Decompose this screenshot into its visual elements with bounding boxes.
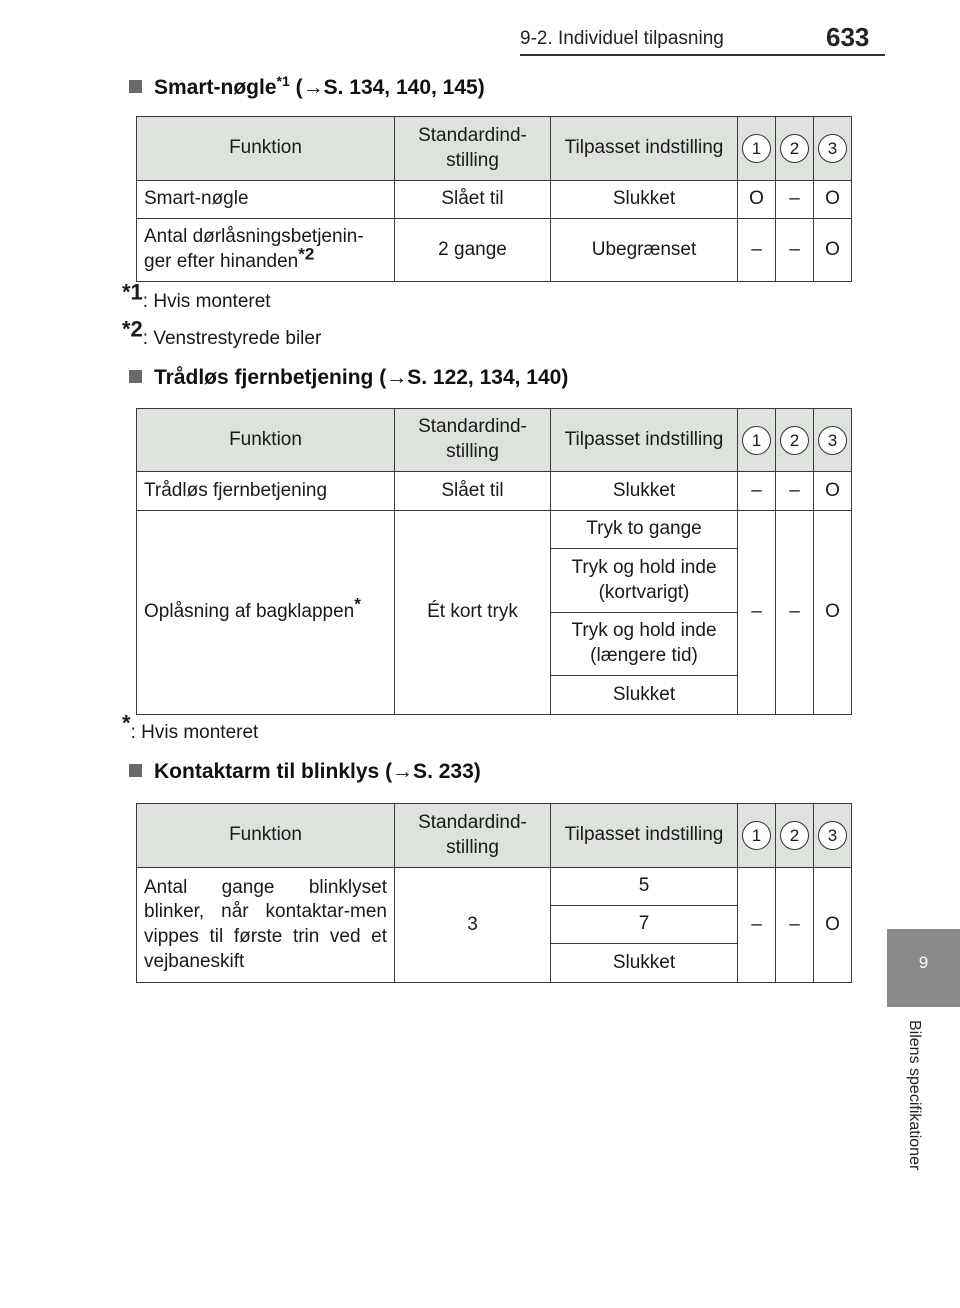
- col-header-circle-3: [814, 804, 852, 868]
- footnote-text: : Hvis monteret: [142, 291, 271, 312]
- footnote: [122, 279, 271, 313]
- col-header-custom: Tilpasset indstilling: [551, 804, 738, 868]
- smart-key-title: Smart-nøgle: [154, 76, 277, 99]
- cell-funktion: [137, 219, 395, 282]
- footnote: [122, 316, 322, 350]
- col-header-circle-1: [738, 804, 776, 868]
- cell-option: 7: [551, 906, 738, 944]
- circle-3-icon: 3: [818, 426, 847, 455]
- remote-title: Trådløs fjernbetjening: [154, 366, 374, 389]
- col-header-circle-2: [776, 804, 814, 868]
- table-row: [137, 868, 852, 906]
- chapter-number: 9: [918, 953, 929, 972]
- col-header-standard: Standardind-stilling: [395, 804, 551, 868]
- circle-1-icon: 1: [742, 426, 771, 455]
- cell-standard: Slået til: [395, 472, 551, 511]
- col-header-funktion: Funktion: [137, 117, 395, 181]
- footnote-mark: *2: [298, 244, 315, 264]
- cell-c1: –: [738, 472, 776, 511]
- turn-signal-table: [136, 803, 852, 983]
- cell-c2: –: [776, 472, 814, 511]
- cell-option: Slukket: [551, 676, 738, 715]
- col-header-funktion: Funktion: [137, 409, 395, 472]
- cell-option: 5: [551, 868, 738, 906]
- footnote-text: : Hvis monteret: [130, 722, 259, 743]
- cell-standard: Slået til: [395, 181, 551, 219]
- circle-2-icon: 2: [780, 134, 809, 163]
- cell-funktion: Antal gange blinklyset blinker, når kontaktar-men vippes til første trin ved et vejbaneskift: [137, 868, 395, 983]
- footnote-mark: *: [122, 710, 131, 736]
- circle-2-icon: 2: [780, 821, 809, 850]
- table-row: [137, 472, 852, 511]
- table-header-row: [137, 117, 852, 181]
- footnote-mark: *1: [122, 279, 143, 305]
- cell-funktion: Trådløs fjernbetjening: [137, 472, 395, 511]
- cell-c2: –: [776, 511, 814, 715]
- table-row: [137, 511, 852, 549]
- col-header-custom: Tilpasset indstilling: [551, 409, 738, 472]
- cell-standard: Ét kort tryk: [395, 511, 551, 715]
- turn-signal-heading: [129, 760, 481, 784]
- cell-custom: Ubegrænset: [551, 219, 738, 282]
- remote-heading: [129, 366, 568, 390]
- remote-reference: (→S. 122, 134, 140): [379, 366, 569, 389]
- remote-table: [136, 408, 852, 715]
- col-header-circle-1: [738, 117, 776, 181]
- cell-c3: O: [814, 511, 852, 715]
- cell-c1: O: [738, 181, 776, 219]
- cell-standard: 3: [395, 868, 551, 983]
- cell-funktion-text: Antal dørlåsningsbetjenin-ger efter hinanden: [144, 226, 364, 272]
- cell-option: Tryk og hold inde (kortvarigt): [551, 549, 738, 613]
- turn-signal-reference: (→S. 233): [385, 760, 481, 783]
- section-title: 9-2. Individuel tilpasning: [520, 28, 724, 49]
- cell-funktion: Smart-nøgle: [137, 181, 395, 219]
- col-header-circle-2: [776, 409, 814, 472]
- cell-c3: O: [814, 868, 852, 983]
- cell-c3: O: [814, 181, 852, 219]
- chapter-tab: [887, 929, 960, 1007]
- footnote-text: : Venstrestyrede biler: [142, 328, 322, 349]
- table-header-row: [137, 409, 852, 472]
- footnote: [122, 710, 259, 744]
- col-header-circle-2: [776, 117, 814, 181]
- table-row: [137, 219, 852, 282]
- cell-c3: O: [814, 219, 852, 282]
- table-header-row: [137, 804, 852, 868]
- footnote-mark: *2: [122, 316, 143, 342]
- square-bullet-icon: [129, 764, 142, 777]
- footnote-mark: *1: [276, 73, 290, 89]
- col-header-funktion: Funktion: [137, 804, 395, 868]
- cell-c1: –: [738, 868, 776, 983]
- page-number: 633: [826, 22, 870, 52]
- footnote-mark: *: [354, 594, 361, 614]
- smart-key-table: [136, 116, 852, 282]
- cell-option: Tryk og hold inde (længere tid): [551, 613, 738, 676]
- square-bullet-icon: [129, 80, 142, 93]
- turn-signal-title: Kontaktarm til blinklys: [154, 760, 380, 783]
- cell-c2: –: [776, 219, 814, 282]
- cell-funktion-text: Oplåsning af bagklappen: [144, 601, 355, 623]
- header-rule: [520, 54, 885, 56]
- circle-1-icon: 1: [742, 134, 771, 163]
- col-header-circle-1: [738, 409, 776, 472]
- circle-3-icon: 3: [818, 134, 847, 163]
- cell-option: Slukket: [551, 944, 738, 983]
- cell-c2: –: [776, 181, 814, 219]
- cell-c1: –: [738, 219, 776, 282]
- cell-custom: Slukket: [551, 181, 738, 219]
- circle-2-icon: 2: [780, 426, 809, 455]
- cell-custom: Slukket: [551, 472, 738, 511]
- cell-c1: –: [738, 511, 776, 715]
- cell-option: Tryk to gange: [551, 511, 738, 549]
- col-header-standard: Standardind-stilling: [395, 117, 551, 181]
- square-bullet-icon: [129, 370, 142, 383]
- smart-key-reference: (→S. 134, 140, 145): [295, 76, 485, 99]
- circle-1-icon: 1: [742, 821, 771, 850]
- cell-c2: –: [776, 868, 814, 983]
- chapter-label: Bilens specifikationer: [906, 1020, 923, 1171]
- col-header-custom: Tilpasset indstilling: [551, 117, 738, 181]
- col-header-circle-3: [814, 409, 852, 472]
- cell-standard: 2 gange: [395, 219, 551, 282]
- circle-3-icon: 3: [818, 821, 847, 850]
- table-row: [137, 181, 852, 219]
- smart-key-heading: [129, 73, 485, 100]
- cell-c3: O: [814, 472, 852, 511]
- col-header-standard: Standardind-stilling: [395, 409, 551, 472]
- col-header-circle-3: [814, 117, 852, 181]
- cell-funktion: [137, 511, 395, 715]
